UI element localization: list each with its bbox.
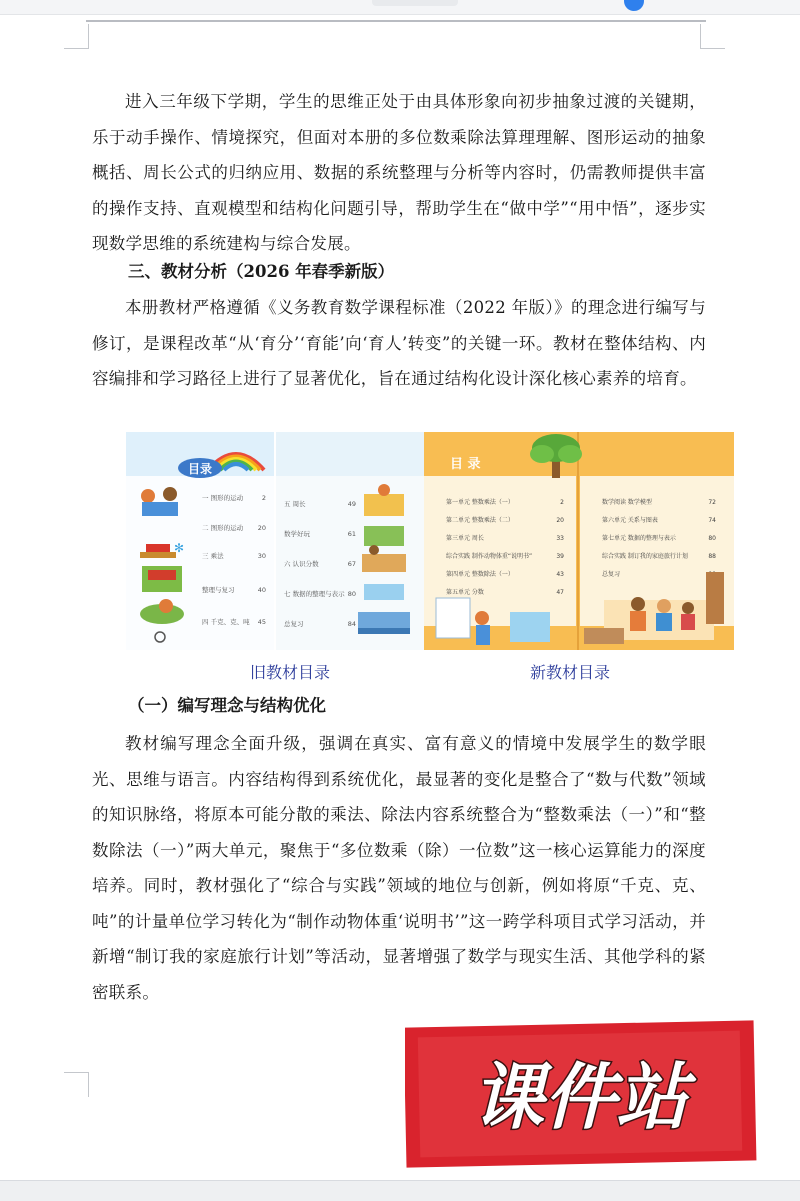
new-toc-left-page-1: 2 (560, 499, 564, 506)
old-toc-item-5: 四 千克、克、吨 (202, 618, 250, 626)
new-toc-left-page-3: 33 (556, 535, 564, 542)
watermark-stamp (405, 1018, 765, 1168)
new-toc-left-item-6: 第五单元 分数 (446, 589, 484, 596)
subsection-heading-design-philosophy: （一）编写理念与结构优化 (128, 696, 326, 715)
section-heading-textbook-analysis: 三、教材分析（2026 年春季新版） (128, 262, 395, 281)
new-textbook-toc-image (424, 432, 734, 650)
old-toc-item-3: 三 乘法 (202, 552, 224, 560)
caption-new-textbook-toc: 新教材目录 (530, 663, 611, 682)
old-toc-page-3: 30 (257, 552, 266, 560)
page-top-rule (86, 20, 706, 22)
old-toc-illustration (126, 432, 424, 650)
old-toc-page-8: 67 (347, 560, 356, 568)
new-toc-left-item-3: 第三单元 周长 (446, 535, 484, 542)
new-toc-illustration (424, 432, 734, 650)
new-toc-right-page-2: 74 (708, 517, 716, 524)
app-bottom-status-bar (0, 1180, 800, 1201)
new-toc-right-item-2: 第六单元 关系与图表 (602, 517, 658, 524)
new-toc-left-page-4: 39 (556, 553, 564, 560)
new-toc-title: 目 录 (450, 457, 481, 472)
old-toc-page-10: 84 (347, 620, 356, 628)
crop-mark-top-left (64, 24, 89, 49)
app-top-toolbar (0, 0, 800, 15)
old-toc-page-5: 45 (257, 618, 266, 626)
paragraph-student-analysis (92, 84, 706, 262)
paragraph-1-text: 进入三年级下学期，学生的思维正处于由具体形象向初步抽象过渡的关键期，乐于动手操作、情境探究，但面对本册的多位数乘除法算理理解、图形运动的抽象概括、周长公式的归纳应用、数据的系统整理与分析等内容时，仍需教师提供丰富的操作支持、直观模型和结构化问题引导，帮助学生在“做中学”“用中悟”，逐步实现数学思维的系统建构与综合发展。 (92, 92, 706, 253)
new-toc-right-item-1: 数学阅读 数学模型 (602, 499, 652, 506)
old-toc-page-2: 20 (257, 524, 266, 532)
paragraph-3-text: 教材编写理念全面升级，强调在真实、富有意义的情境中发展学生的数学眼光、思维与语言。内容结构得到系统优化，最显著的变化是整合了“数与代数”领域的知识脉络，将原本可能分散的乘法、除法内容系统整合为“整数乘法（一）”和“整数除法（一）”两大单元，聚焦于“多位数乘（除）一位数”这一核心运算能力的深度培养。同时，教材强化了“综合与实践”领域的地位与创新，例如将原“千克、克、吨”的计量单位学习转化为“制作动物体重‘说明书’”这一跨学科项目式学习活动，并新增“制订我的家庭旅行计划”等活动，显著增强了数学与现实生活、其他学科的紧密联系。 (92, 734, 706, 1002)
old-toc-item-9: 七 数据的整理与表示 (284, 590, 345, 598)
crop-mark-top-right (700, 24, 725, 49)
new-toc-left-item-5: 第四单元 整数除法（一） (446, 571, 514, 578)
toolbar-tab[interactable] (372, 0, 458, 6)
new-toc-right-page-3: 80 (708, 535, 716, 542)
old-textbook-toc-image (126, 432, 424, 650)
old-toc-item-8: 六 认识分数 (284, 560, 319, 568)
new-toc-left-item-1: 第一单元 整数乘法（一） (446, 499, 514, 506)
new-toc-left-page-2: 20 (556, 517, 564, 524)
new-toc-left-page-6: 47 (556, 589, 564, 596)
old-toc-page-9: 80 (347, 590, 356, 598)
caption-old-textbook-toc: 旧教材目录 (250, 663, 331, 682)
old-toc-item-10: 总复习 (284, 620, 304, 628)
paragraph-textbook-intro (92, 290, 706, 397)
svg-text:✻: ✻ (174, 541, 185, 555)
new-toc-right-page-1: 72 (708, 499, 716, 506)
new-toc-right-item-5: 总复习 (602, 571, 621, 578)
old-toc-item-6: 五 周长 (284, 500, 306, 508)
new-toc-left-item-4: 综合实践 制作动物体重“说明书” (446, 553, 533, 560)
old-toc-page-1: 2 (261, 494, 266, 502)
old-toc-page-4: 40 (257, 586, 266, 594)
old-toc-title: 目录 (187, 462, 213, 476)
old-toc-item-2: 二 图形的运动 (202, 524, 244, 532)
old-toc-item-4: 整理与复习 (202, 586, 235, 594)
paragraph-2-text: 本册教材严格遵循《义务教育数学课程标准（2022 年版）》的理念进行编写与修订，是课程改革“从‘育分’‘育能’向‘育人’转变”的关键一环。教材在整体结构、内容编排和学习路径上进行了显著优化，旨在通过结构化设计深化核心素养的培育。 (92, 298, 706, 388)
new-toc-right-item-4: 综合实践 制订我的家庭旅行计划 (602, 553, 688, 560)
new-toc-right-item-3: 第七单元 数据的整理与表示 (602, 535, 676, 542)
paragraph-design-philosophy (92, 726, 706, 1010)
old-toc-page-6: 49 (347, 500, 356, 508)
crop-mark-bottom-left (64, 1072, 89, 1097)
old-toc-item-7: 数学好玩 (284, 530, 310, 538)
new-toc-left-page-5: 43 (556, 571, 564, 578)
new-toc-left-item-2: 第二单元 整数乘法（二） (446, 517, 514, 524)
account-avatar-icon[interactable] (624, 0, 644, 11)
watermark-text: 课件站 (471, 1055, 689, 1139)
old-toc-item-1: 一 图形的运动 (202, 494, 244, 502)
new-toc-right-page-4: 88 (708, 553, 716, 560)
old-toc-page-7: 61 (347, 530, 356, 538)
